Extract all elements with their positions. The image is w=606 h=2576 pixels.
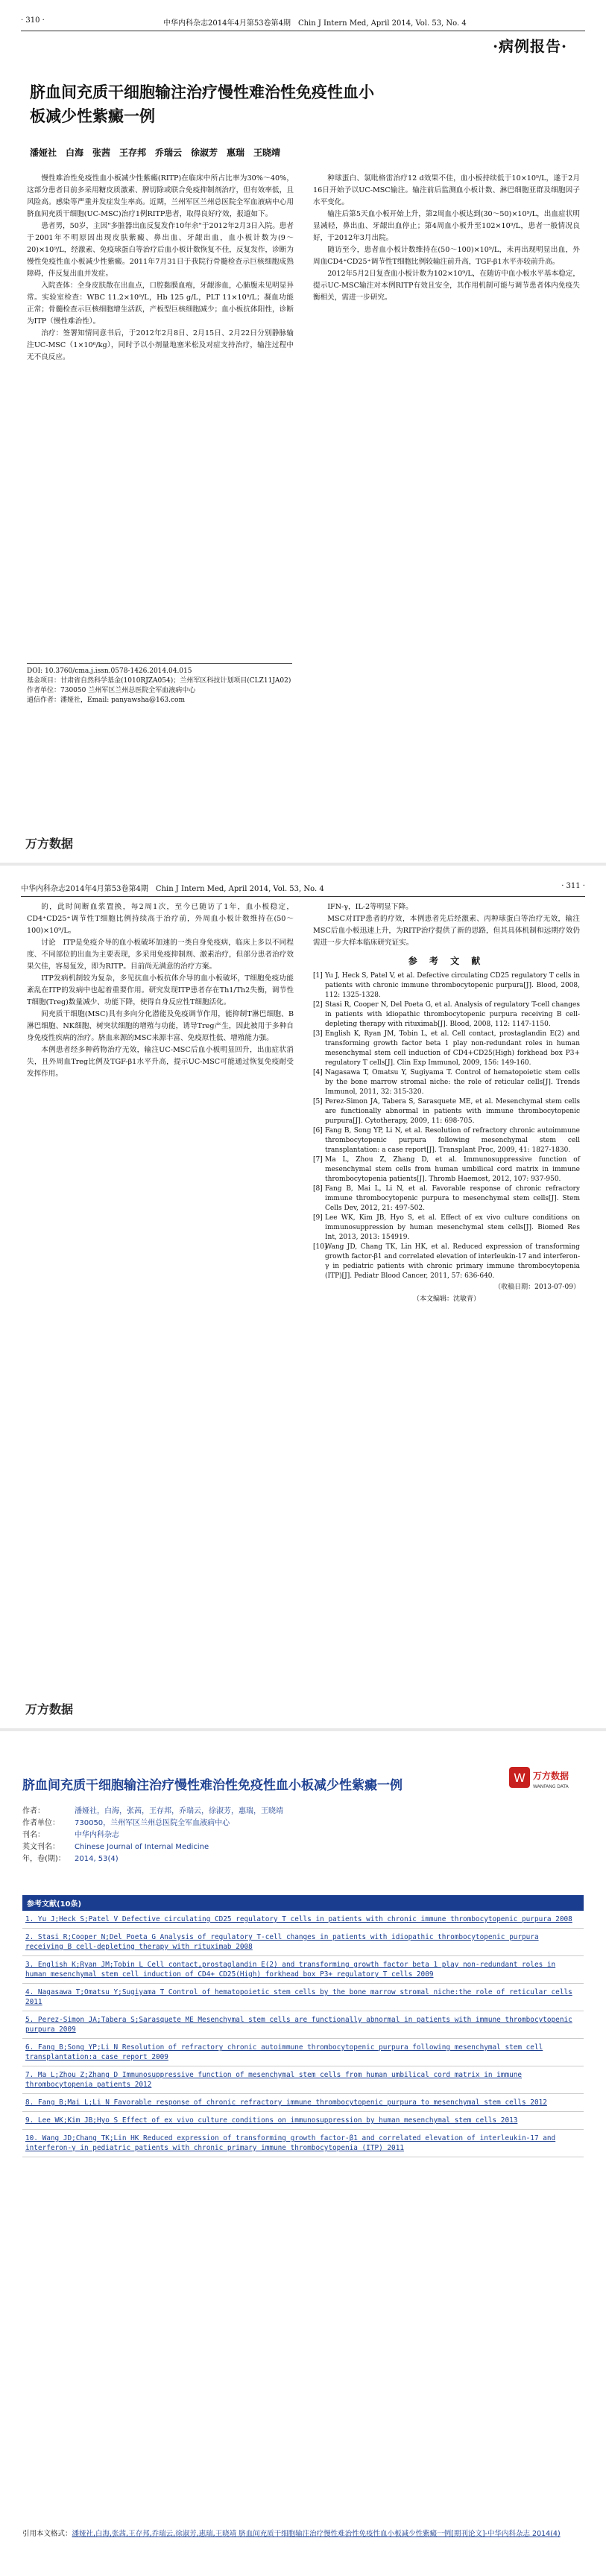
- reference-text: Yu J, Heck S, Patel V, et al. Defective circulating CD25 regulatory T cells in patients with chronic immune thrombocytopenic purpura[J]. Blood, 2008, 112: 1325-1328.: [325, 972, 580, 999]
- reference-row: [22, 2130, 584, 2157]
- paragraph: 2012年5月2日复查血小板计数为102×10⁹/L，在随访中血小板水平基本稳定，提示UC-MSC输注对本例RITP有效且安全，其作用机制可能与调节患者体内免疫失衡相关，需进一步研究。: [313, 270, 580, 302]
- header-center: [324, 882, 561, 893]
- record-title[interactable]: 脐血间充质干细胞输注治疗慢性难治性免疫性血小板减少性紫癜一例: [22, 1778, 403, 1793]
- meta-row: 年，卷(期)： 2014, 53(4): [22, 1853, 283, 1865]
- reference-number: [2]: [313, 1001, 323, 1009]
- running-header: [21, 882, 585, 897]
- paragraph: 患者男，50岁，主因"多脏器出血反复发作10年余"于2012年2月3日入院。患者于2001年不明原因出现皮肤紫癜、鼻出血、牙龈出血，血小板计数为(9～20)×10⁹/L，经激素、免疫球蛋白等治疗后血小板计数恢复不佳，反复发作，诊断为慢性免疫性血小板减少性紫癜。2011年7月31日于我院行骨髓检查示巨核细胞成熟障碍，伴反复出血并发症。: [27, 222, 294, 278]
- meta-row: 英文刊名： Chinese Journal of Internal Medicine: [22, 1841, 283, 1853]
- reference-row: [22, 1929, 584, 1956]
- reference-row: [22, 2011, 584, 2039]
- reference-text: Stasi R, Cooper N, Del Poeta G, et al. Analysis of regulatory T-cell changes in patients with idiopathic thrombocytopenic purpura receiving B cell-depleting therapy with rituximab[J]. Blood, 2008, 112: 1147-1150.: [325, 1001, 580, 1028]
- reference-item: [313, 1000, 580, 1030]
- reference-text: Fang B, Song YP, Li N, et al. Resolution of refractory chronic autoimmune thrombocytopenic purpura following mesenchymal stem cell transplantation: a case report[J]. Transplant Proc, 2009, 41: 1827-1830.: [325, 1127, 580, 1154]
- paragraph: 的，此时间断血浆置换，每2周1次，至今已随访了1年，血小板稳定，CD4⁺CD25⁺调节性T细胞比例持续高于治疗前，外周血小板计数维持在(50～100)×10⁹/L。: [27, 903, 294, 935]
- reference-item: [313, 1184, 580, 1214]
- reference-link[interactable]: 9. Lee WK;Kim JB;Hyo S Effect of ex vivo culture conditions on immunosuppression by human mesenchymal stem cells 2013: [25, 2116, 518, 2125]
- reference-row: [22, 1984, 584, 2011]
- citation-label: 引用本文格式：: [22, 2530, 72, 2538]
- references-heading: 参 考 文 献: [408, 956, 485, 966]
- reference-number: [7]: [313, 1156, 323, 1164]
- reference-number: [4]: [313, 1069, 323, 1076]
- reference-link[interactable]: 5. Perez-Simon JA;Tabera S;Sarasquete ME Mesenchymal stem cells are functionally abnormal in patients with immune thrombocytopenic purpura 2009: [25, 2016, 572, 2034]
- paragraph: ITP发病机制较为复杂，多见抗血小板抗体介导的血小板破坏，T细胞免疫功能紊乱在ITP的发病中也起着重要作用。研究发现ITP患者存在Th1/Th2失衡，调节性T细胞(Treg)数量减少、功能下降，使得自身反应性T细胞活化。: [27, 974, 294, 1006]
- reference-item: [313, 1126, 580, 1155]
- page-number: · 310 ·: [21, 16, 45, 25]
- reference-link[interactable]: 2. Stasi R;Cooper N;Del Poeta G Analysis of regulatory T-cell changes in patients with idiopathic thrombocytopenic purpura receiving B cell-depleting therapy with rituximab 2008: [25, 1933, 539, 1951]
- reference-row: [22, 1911, 584, 1929]
- paragraph: 随访至今，患者血小板计数维持在(50～100)×10⁹/L，未再出现明显出血，外周血CD4⁺CD25⁺调节性T细胞比例较输注前升高，TGF-β1水平亦较前升高。: [313, 246, 580, 266]
- watermark: 万方数据: [25, 837, 74, 851]
- volume-issue: 2014, 53(4): [75, 1855, 119, 1863]
- reference-table: [22, 1895, 584, 2157]
- reference-item: [313, 1155, 580, 1184]
- reference-text: Nagasawa T, Omatsu Y, Sugiyama T. Control of hematopoietic stem cells by the bone marrow stromal niche: the role of reticular cells[J]. Trends Immunol, 2011, 32: 315-320.: [325, 1069, 580, 1096]
- meta-row: 刊名： 中华内科杂志: [22, 1830, 283, 1841]
- left-column: [27, 173, 294, 364]
- reference-item: [313, 1097, 580, 1126]
- reference-link[interactable]: 4. Nagasawa T;Omatsu Y;Sugiyama T Control of hematopoietic stem cells by the bone marrow stromal niche:the role of reticular cells 2011: [25, 1988, 572, 2006]
- reference-number: [1]: [313, 972, 323, 980]
- logo-text: 万方数据: [533, 1771, 569, 1781]
- record-metadata: [22, 1806, 283, 1865]
- paragraph: 输注后第5天血小板开始上升，第2周血小板达到(30～50)×10⁹/L，出血症状明显减轻，鼻出血、牙龈出血停止；第4周血小板升至102×10⁹/L，患者一般情况良好，于2012年3月出院。: [313, 210, 580, 242]
- footnote: [27, 663, 292, 705]
- page-2: [0, 866, 606, 1728]
- reference-text: Fang B, Mai L, Li N, et al. Favorable response of chronic refractory immune thrombocytopenic purpura to mesenchymal stem cells[J]. Stem Cells Dev, 2012, 21: 497-502.: [325, 1185, 580, 1212]
- references-bar: 参考文献(10条): [22, 1895, 584, 1911]
- right-column: [313, 901, 580, 1305]
- author-links[interactable]: 潘娅社，白海，张茜，王存邦，乔瑞云，徐淑芳，惠瑞，王晓靖: [75, 1807, 283, 1815]
- reference-item: [313, 1243, 580, 1281]
- reference-text: Perez-Simon JA, Tabera S, Sarasquete ME, et al. Mesenchymal stem cells are functionally abnormal in patients with immune thrombocytopenic purpura[J]. Cytotherapy, 2009, 11: 698-705.: [325, 1098, 580, 1125]
- reference-row: [22, 1956, 584, 1984]
- reference-number: [8]: [313, 1185, 323, 1193]
- reference-text: Wang JD, Chang TK, Lin HK, et al. Reduced expression of transforming growth factor-β1 and correlated elevation of interleukin-17 and interferon-γ in pediatric patients with chronic primary immune thrombocytopenia (ITP)[J]. Pediatr Blood Cancer, 2011, 57: 636-640.: [325, 1243, 580, 1280]
- svg-text:W: W: [514, 1771, 525, 1785]
- watermark: 万方数据: [25, 1702, 74, 1716]
- logo-sub: WANFANG DATA: [533, 1784, 569, 1789]
- editor-note: （本文编辑：沈敏青）: [412, 1295, 480, 1303]
- page-number: · 311 ·: [561, 882, 585, 890]
- citation-text[interactable]: 潘娅社,白海,张茜,王存邦,乔瑞云,徐淑芳,惠瑞,王晓靖 脐血间充质干细胞输注治疗慢性难治性免疫性血小板减少性紫癜一例[期刊论文]-中华内科杂志 2014(4): [72, 2530, 561, 2538]
- wanfang-logo-icon: [509, 1764, 576, 1794]
- correspondence: 通信作者：潘娅社，Email: panyawsha@163.com: [27, 697, 186, 704]
- paragraph: 入院查体：全身皮肤散在出血点，口腔黏膜血疱，牙龈渗血，心肺腹未见明显异常。实验室检查：WBC 11.2×10⁹/L，Hb 125 g/L，PLT 11×10⁹/L；凝血功能正常；骨髓检查示巨核细胞增生活跃，产板型巨核细胞减少；血小板抗体阳性，诊断为ITP（慢性难治性）。: [27, 282, 294, 326]
- journal-link[interactable]: 中华内科杂志: [75, 1831, 119, 1839]
- reference-item: [313, 1068, 580, 1097]
- meta-row: 作者单位： 730050，兰州军区兰州总医院全军血液病中心: [22, 1818, 283, 1830]
- paragraph: 慢性难治性免疫性血小板减少性紫癜(RITP)在临床中所占比率为30%～40%，这部分患者目前多采用糖皮质激素、脾切除或联合免疫抑制剂治疗，但有效率低，且风险高。感染等严重并发症发生率高。近期，兰州军区兰州总医院全军血液病中心用脐血间充质干细胞(UC-MSC)治疗1例RITP患者，取得良好疗效，报道如下。: [27, 174, 294, 218]
- citation-format: [22, 2528, 584, 2539]
- journal-en-link[interactable]: Chinese Journal of Internal Medicine: [75, 1843, 209, 1851]
- reference-number: [6]: [313, 1127, 323, 1135]
- reference-row: [22, 2066, 584, 2094]
- paragraph: 治疗：签署知情同意书后，于2012年2月8日、2月15日、2月22日分别静脉输注UC-MSC（1×10⁶/kg），同时予以小剂量地塞米松及对症支持治疗，输注过程中无不良反应。: [27, 329, 294, 361]
- page-3: [0, 1731, 606, 2576]
- reference-row: [22, 2094, 584, 2112]
- paragraph: 间充质干细胞(MSC)具有多向分化潜能及免疫调节作用，能抑制T淋巴细胞、B淋巴细胞、NK细胞、树突状细胞的增殖与功能，诱导Treg产生，因此被用于多种自身免疫性疾病的治疗。脐血来源的MSC来源丰富、免疫原性低、增殖能力强。: [27, 1010, 294, 1042]
- reference-number: [9]: [313, 1214, 323, 1222]
- reference-item: [313, 971, 580, 1000]
- paragraph: 种球蛋白、氯吡格雷治疗12 d效果不佳，血小板持续低于10×10⁹/L，遂于2月16日开始予以UC-MSC输注。输注前后监测血小板计数、淋巴细胞亚群及细胞因子水平变化。: [313, 174, 580, 206]
- reference-link[interactable]: 1. Yu J;Heck S;Patel V Defective circulating CD25 regulatory T cells in patients with chronic immune thrombocytopenic purpura 2008: [25, 1915, 572, 1923]
- reference-row: [22, 2039, 584, 2066]
- journal-info: 中华内科杂志2014年4月第53卷第4期 Chin J Intern Med, April 2014, Vol. 53, No. 4: [163, 19, 467, 28]
- affiliation: 作者单位：730050 兰州军区兰州总医院全军血液病中心: [27, 687, 196, 694]
- reference-number: [5]: [313, 1098, 323, 1105]
- journal-info: 中华内科杂志2014年4月第53卷第4期 Chin J Intern Med, April 2014, Vol. 53, No. 4: [21, 885, 324, 893]
- paragraph: MSC对ITP患者的疗效，本例患者先后经激素、丙种球蛋白等治疗无效，输注MSC后血小板迅速上升，为RITP治疗提供了新的思路，但其具体机制和远期疗效仍需进一步大样本临床研究证实。: [313, 915, 580, 947]
- author-list: 潘娅社 白海 张茜 王存邦 乔瑞云 徐淑芳 惠瑞 王晓靖: [30, 147, 281, 158]
- doi: DOI: 10.3760/cma.j.issn.0578-1426.2014.04.015: [27, 667, 192, 675]
- page-1: [0, 0, 606, 863]
- reference-list: [313, 971, 580, 1281]
- paragraph: IFN-γ，IL-2等明显下降。: [327, 903, 413, 911]
- reference-item: [313, 1030, 580, 1068]
- right-column: [313, 173, 580, 304]
- reference-item: [313, 1214, 580, 1243]
- left-column: [27, 901, 294, 1080]
- reference-link[interactable]: 8. Fang B;Mai L;Li N Favorable response of chronic refractory immune thrombocytopenic purpura to mesenchymal stem cells 2012: [25, 2098, 547, 2107]
- reference-row: [22, 2112, 584, 2130]
- reference-link[interactable]: 6. Fang B;Song YP;Li N Resolution of refractory chronic autoimmune thrombocytopenic purpura following mesenchymal stem cell transplantation:a case report 2009: [25, 2043, 543, 2061]
- reference-link[interactable]: 10. Wang JD;Chang TK;Lin HK Reduced expression of transforming growth factor-β1 and correlated elevation of interleukin-17 and interferon-γ in pediatric patients with chronic primary immune thrombocytopenia (ITP) 2011: [25, 2134, 556, 2152]
- reference-number: [3]: [313, 1030, 323, 1038]
- affiliation-link[interactable]: 730050，兰州军区兰州总医院全军血液病中心: [75, 1819, 230, 1827]
- received-date: （收稿日期：2013-07-09）: [494, 1284, 580, 1291]
- reference-link[interactable]: 3. English K;Ryan JM;Tobin L Cell contact,prostaglandin E(2) and transforming growth factor beta 1 play non-redundant roles in human mesenchymal stem cell induction of CD4+ CD25(High) forkhead box P3+ regulatory T cells 2009: [25, 1961, 556, 1979]
- reference-text: Ma L, Zhou Z, Zhang D, et al. Immunosuppressive function of mesenchymal stem cells from human umbilical cord matrix in immune thrombocytopenia patients[J]. Thromb Haemost, 2012, 107: 937-950.: [325, 1156, 580, 1183]
- section-tag: ·病例报告·: [493, 37, 567, 55]
- article-title: 脐血间充质干细胞输注治疗慢性难治性免疫性血小板减少性紫癜一例: [30, 83, 374, 125]
- paragraph: 本例患者经多种药物治疗无效，输注UC-MSC后血小板明显回升，出血症状消失，且外周血Treg比例及TGF-β1水平升高，提示UC-MSC可能通过恢复免疫耐受发挥作用。: [27, 1046, 294, 1078]
- fund: 基金项目：甘肃省自然科学基金(1010RJZA054)；兰州军区科技计划项目(CLZ11JA02): [27, 677, 291, 685]
- reference-number: [10]: [313, 1243, 327, 1251]
- meta-row: 作者： 潘娅社，白海，张茜，王存邦，乔瑞云，徐淑芳，惠瑞，王晓靖: [22, 1806, 283, 1818]
- reference-text: Lee WK, Kim JB, Hyo S, et al. Effect of ex vivo culture conditions on immunosuppression by human mesenchymal stem cells[J]. Biomed Res Int, 2013, 2013: 154919.: [325, 1214, 580, 1241]
- running-header: [21, 16, 585, 31]
- paragraph: 讨论 ITP是免疫介导的血小板破坏加速的一类自身免疫病，临床上多以不同程度、不同部位的出血为主要表现，多采用免疫抑制剂、激素治疗，但部分患者治疗效果欠佳，容易复发，即为RITP。目前尚无满意的治疗方案。: [27, 939, 294, 971]
- reference-text: English K, Ryan JM, Tobin L, et al. Cell contact, prostaglandin E(2) and transforming growth factor beta 1 play non-redundant roles in human mesenchymal stem cell induction of CD4+CD25(High) forkhead box P3+ regulatory T cells[J]. Clin Exp Immunol, 2009, 156: 149-160.: [325, 1030, 580, 1067]
- reference-link[interactable]: 7. Ma L;Zhou Z;Zhang D Immunosuppressive function of mesenchymal stem cells from human umbilical cord matrix in immune thrombocytopenia patients 2012: [25, 2071, 523, 2089]
